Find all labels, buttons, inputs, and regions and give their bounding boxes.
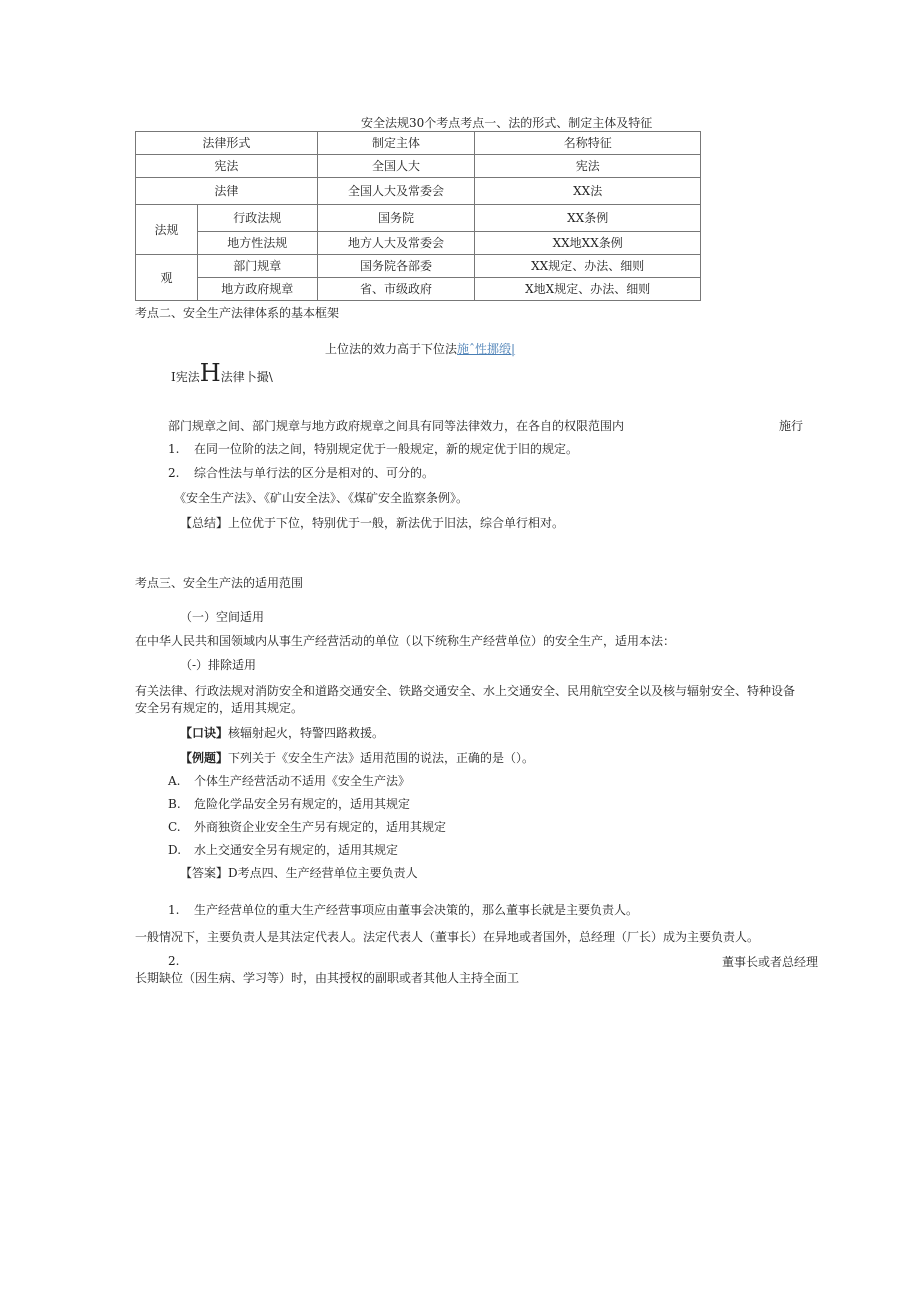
list-text: 综合性法与单行法的区分是相对的、可分的。	[194, 466, 435, 480]
page-title: 安全法规30个考点考点一、法的形式、制定主体及特征	[361, 116, 653, 130]
option-key: C.	[168, 820, 181, 834]
section3-heading: 考点三、安全生产法的适用范围	[135, 576, 304, 590]
section3-sub1: （一）空间适用	[180, 610, 265, 624]
table-row	[136, 205, 701, 232]
list-item	[168, 902, 638, 918]
table-cell: 全国人大及常委会	[317, 178, 475, 205]
law-examples: 《安全生产法》、《矿山安全法》、《煤矿安全监察条例》。	[174, 491, 469, 505]
table-cell: 宪法	[475, 155, 701, 178]
list-number: 2.	[168, 954, 180, 968]
table-row	[136, 178, 701, 205]
table-cell: X地X规定、办法、细则	[475, 278, 701, 301]
summary-text: 上位优于下位，特别优于一般，新法优于旧法，综合单行相对。	[228, 516, 565, 530]
list-number: 1.	[168, 442, 180, 456]
example-tag: 【例题】	[180, 751, 229, 765]
table-cell: 部门规章	[197, 255, 317, 278]
summary	[180, 515, 564, 531]
paragraph: 一般情况下，主要负责人是其法定代表人。法定代表人（董事长）在异地或者国外，总经理（厂长）成为主要负责人。	[135, 930, 760, 944]
table-cell: 宪法	[136, 155, 318, 178]
list-text-right: 董事长或者总经理	[722, 955, 819, 969]
option-text: 水上交通安全另有规定的，适用其规定	[194, 843, 399, 857]
hierarchy-suffix: 施ˆ性挪缎|	[457, 342, 516, 356]
table-cell: XX规定、办法、细则	[475, 255, 701, 278]
table-cell: 地方性法规	[197, 232, 317, 255]
option-item	[168, 796, 410, 812]
table-row	[136, 278, 701, 301]
list-text: 在同一位阶的法之间，特别规定优于一般规定，新的规定优于旧的规定。	[194, 442, 579, 456]
table-header: 名称特征	[475, 132, 701, 155]
mnemonic-tag: 【口诀】	[180, 726, 229, 740]
section2-heading: 考点二、安全生产法律体系的基本框架	[135, 306, 340, 320]
table-group-cell: 法规	[136, 205, 198, 255]
table-cell: 国务院	[317, 205, 475, 232]
mnemonic	[180, 725, 384, 741]
section3-sub2: （-）排除适用	[180, 658, 257, 672]
hierarchy-main: 上位法的效力高于下位法	[325, 342, 458, 356]
list-text: 生产经营单位的重大生产经营事项应由董事会决策的，那么董事长就是主要负责人。	[194, 903, 639, 917]
table-row	[136, 255, 701, 278]
table-header-row	[136, 132, 701, 155]
table-cell: 全国人大	[317, 155, 475, 178]
table-row	[136, 155, 701, 178]
option-key: A.	[168, 774, 181, 788]
summary-tag: 【总结】	[180, 516, 229, 530]
diagram-text: 卜撮\	[244, 370, 273, 384]
option-item	[168, 773, 410, 789]
table-cell: 法律	[136, 178, 318, 205]
option-item	[168, 819, 446, 835]
list-item	[168, 465, 434, 481]
paragraph: 有关法律、行政法规对消防安全和道路交通安全、铁路交通安全、水上交通安全、民用航空安全以及核与辐射安全、特种设备	[135, 684, 796, 698]
table-cell: XX法	[475, 178, 701, 205]
option-key: D.	[168, 843, 182, 857]
diagram-text: 法律	[220, 370, 245, 384]
table-cell: 国务院各部委	[317, 255, 475, 278]
option-text: 外商独资企业安全生产另有规定的，适用其规定	[194, 820, 447, 834]
option-item	[168, 842, 398, 858]
list-item	[168, 441, 578, 457]
table-cell: XX地XX条例	[475, 232, 701, 255]
example-text: 下列关于《安全生产法》适用范围的说法，正确的是（）。	[228, 751, 535, 765]
hierarchy-statement	[325, 341, 515, 357]
table-row	[136, 232, 701, 255]
list-number: 1.	[168, 903, 180, 917]
table-cell: 地方政府规章	[197, 278, 317, 301]
table-header: 法律形式	[136, 132, 318, 155]
answer-tag: 【答案】	[180, 866, 229, 880]
mnemonic-text: 核辐射起火，特警四路救援。	[228, 726, 385, 740]
answer-text: D考点四、生产经营单位主要负责人	[228, 866, 418, 880]
diagram-big-letter: H	[199, 359, 221, 387]
paragraph-end: 施行	[779, 419, 804, 433]
example-question	[180, 750, 534, 766]
table-cell: 行政法规	[197, 205, 317, 232]
list-number: 2.	[168, 466, 180, 480]
paragraph: 部门规章之间、部门规章与地方政府规章之间具有同等法律效力，在各自的权限范围内	[168, 419, 625, 433]
table-group-cell: 观	[136, 255, 198, 301]
law-forms-table	[135, 131, 701, 301]
table-header: 制定主体	[317, 132, 475, 155]
table-cell: 地方人大及常委会	[317, 232, 475, 255]
diagram-text: I宪法	[171, 370, 200, 384]
hierarchy-diagram	[171, 361, 273, 387]
option-text: 危险化学品安全另有规定的，适用其规定	[194, 797, 411, 811]
paragraph: 安全另有规定的，适用其规定。	[135, 701, 304, 715]
answer	[180, 865, 418, 881]
option-key: B.	[168, 797, 181, 811]
paragraph: 长期缺位（因生病、学习等）时，由其授权的副职或者其他人主持全面工	[135, 971, 520, 985]
paragraph: 在中华人民共和国领域内从事生产经营活动的单位（以下统称生产经营单位）的安全生产，适用本法：	[135, 634, 676, 648]
option-text: 个体生产经营活动不适用《安全生产法》	[194, 774, 411, 788]
table-cell: 省、市级政府	[317, 278, 475, 301]
table-cell: XX条例	[475, 205, 701, 232]
